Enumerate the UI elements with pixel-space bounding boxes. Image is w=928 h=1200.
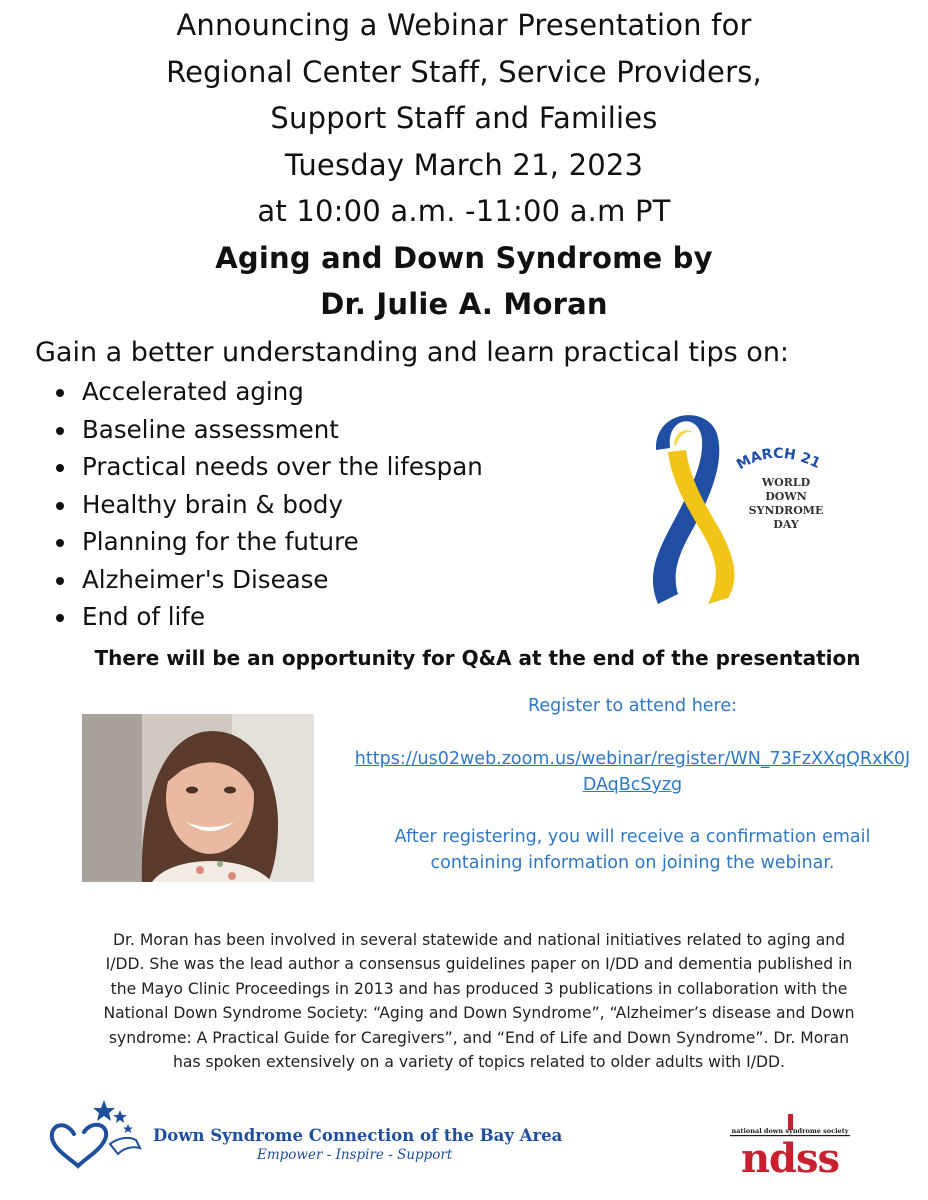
tip-label: End of life — [82, 602, 206, 631]
list-item — [52, 598, 483, 636]
ribbon-arc-text: MARCH 21 — [734, 445, 823, 474]
presenter-photo — [82, 714, 314, 882]
bullet-icon — [56, 389, 64, 397]
tip-label: Alzheimer's Disease — [82, 564, 329, 594]
list-item — [52, 561, 483, 599]
bullet-icon — [56, 614, 64, 622]
ribbon-caption-syndrome: SYNDROME — [748, 504, 824, 517]
list-item — [52, 523, 483, 561]
awareness-ribbon-icon — [653, 415, 734, 604]
announcement-header — [0, 2, 928, 328]
announcement-line-3: Support Staff and Families — [270, 101, 658, 135]
tips-intro: Gain a better understanding and learn practical tips on: — [35, 337, 790, 368]
list-item — [52, 373, 483, 411]
tip-label: Practical needs over the lifespan — [82, 452, 483, 481]
dsc-name: Down Syndrome Connection of the Bay Area — [153, 1126, 563, 1145]
presenter-bio: Dr. Moran has been involved in several statewide and national initiatives related to aging and I/DD. She was the lead author a consensus guidelines paper on I/DD and dementia published in the Mayo Clinic Proceedings in 2013 and has produced 3 publications in collaboration with the National Down Syndrome Society: “Aging and Down Syndrome”, “Alzheimer’s disease and Down syndrome: A Practical Guide for Caregivers”, and “End of Life and Down Syndrome”. Dr. Moran has spoken extensively on a variety of topics related to older adults with I/DD. — [103, 931, 855, 1072]
bullet-icon — [56, 539, 64, 547]
tip-label: Baseline assessment — [82, 414, 339, 444]
registration-panel — [350, 693, 915, 876]
ndss-wordmark: ndss — [740, 1135, 840, 1176]
ribbon-caption-day: DAY — [773, 518, 799, 531]
bullet-icon — [56, 577, 64, 585]
tip-label: Healthy brain & body — [82, 489, 343, 519]
qa-note: There will be an opportunity for Q&A at the end of the presentation — [94, 646, 861, 670]
tip-label: Planning for the future — [82, 527, 359, 556]
ndss-logo-icon — [728, 1114, 852, 1176]
registration-link[interactable]: https://us02web.zoom.us/webinar/register/WN_73FzXXqQRxK0JDAqBcSyzg — [354, 749, 911, 795]
event-time: at 10:00 a.m. -11:00 a.m PT — [257, 194, 671, 228]
bullet-icon — [56, 464, 64, 472]
bullet-icon — [56, 502, 64, 510]
presenter-portrait-icon — [82, 714, 314, 882]
ndss-small-text: national down syndrome society — [731, 1127, 849, 1135]
world-down-syndrome-day-ribbon — [628, 408, 838, 608]
list-item — [52, 486, 483, 524]
dsc-logo-icon — [48, 1098, 148, 1170]
bullet-icon — [56, 427, 64, 435]
register-label: Register to attend here: — [527, 696, 738, 716]
ribbon-caption-down: DOWN — [765, 490, 807, 503]
ribbon-caption-world: WORLD — [761, 476, 811, 489]
event-date: Tuesday March 21, 2023 — [284, 147, 644, 182]
list-item — [52, 448, 483, 486]
announcement-line-2: Regional Center Staff, Service Providers, — [166, 54, 762, 89]
tips-list — [52, 373, 483, 636]
presentation-title: Aging and Down Syndrome by — [215, 240, 713, 275]
registration-note: After registering, you will receive a confirmation email containing information on joining the webinar. — [394, 827, 871, 873]
tip-label: Accelerated aging — [82, 377, 304, 406]
list-item — [52, 411, 483, 449]
dsc-tagline: Empower - Inspire - Support — [257, 1147, 453, 1163]
presenter-name: Dr. Julie A. Moran — [320, 287, 608, 321]
announcement-line-1: Announcing a Webinar Presentation for — [176, 8, 752, 42]
